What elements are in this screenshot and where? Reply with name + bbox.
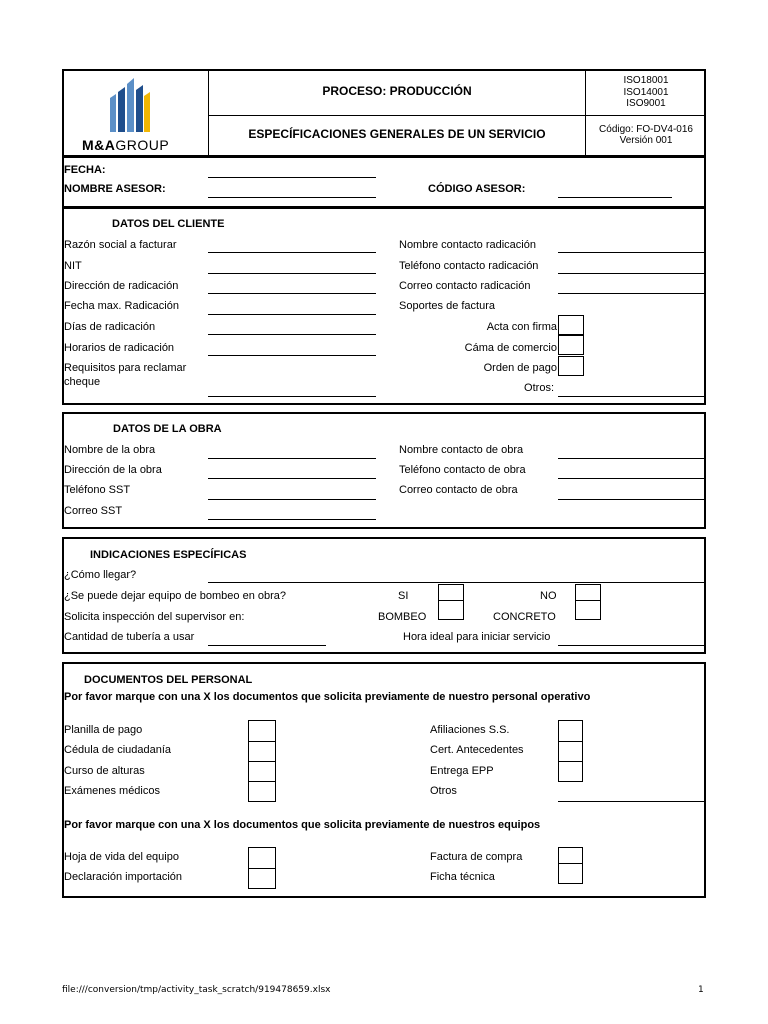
soporte-camara-checkbox[interactable]: [558, 335, 584, 355]
requisitos-field[interactable]: [208, 396, 376, 397]
cliente-left-label-1: NIT: [64, 260, 82, 272]
company-logo-icon: [106, 76, 152, 134]
obra-left-label-1: Dirección de la obra: [64, 464, 162, 476]
personal-right-label-1: Cert. Antecedentes: [430, 744, 524, 756]
no-label: NO: [540, 590, 557, 602]
cliente-right-field-0[interactable]: [558, 252, 704, 253]
personal-left-label-3: Exámenes médicos: [64, 785, 160, 797]
indicaciones-title: INDICACIONES ESPECÍFICAS: [90, 549, 247, 561]
soporte-otros-field[interactable]: [558, 396, 704, 397]
si-label: SI: [398, 590, 409, 602]
fecha-label: FECHA:: [64, 164, 106, 176]
cliente-left-field-0[interactable]: [208, 252, 376, 253]
hora-label: Hora ideal para iniciar servicio: [403, 631, 551, 643]
footer-page-number: 1: [698, 985, 704, 995]
obra-left-label-0: Nombre de la obra: [64, 444, 156, 456]
soporte-acta-checkbox[interactable]: [558, 315, 584, 335]
iso-14001: ISO14001: [623, 87, 669, 98]
personal-left-label-1: Cédula de ciudadanía: [64, 744, 172, 756]
obra-right-field-1[interactable]: [558, 478, 704, 479]
equipos-right-label-1: Ficha técnica: [430, 871, 495, 883]
cliente-right-label-1: Teléfono contacto radicación: [399, 260, 539, 272]
company-name-bold: M&A: [82, 137, 116, 153]
requisitos-label-1: Requisitos para reclamar: [64, 362, 187, 374]
document-code: Código: FO-DV4-016: [599, 124, 693, 135]
instr-equipos: Por favor marque con una X los documentos que solicita previamente de nuestros equipos: [64, 819, 541, 831]
cliente-left-label-5: Horarios de radicación: [64, 342, 175, 354]
documentos-title: DOCUMENTOS DEL PERSONAL: [84, 674, 253, 686]
cliente-left-field-5[interactable]: [208, 355, 376, 356]
obra-right-field-2[interactable]: [558, 499, 704, 500]
header-divider-left: [208, 69, 209, 157]
company-name-light: GROUP: [115, 137, 170, 153]
iso-9001: ISO9001: [626, 98, 666, 109]
footer-path: file:///conversion/tmp/activity_task_scratch/919478659.xlsx: [62, 985, 331, 995]
logo-bar-1: [110, 94, 116, 132]
personal-left-label-0: Planilla de pago: [64, 724, 143, 736]
como-llegar-label: ¿Cómo llegar?: [64, 569, 137, 581]
equipos-right-checkbox-0[interactable]: [558, 847, 583, 864]
requisitos-label-2: cheque: [64, 376, 101, 388]
cliente-right-label-2: Correo contacto radicación: [399, 280, 531, 292]
equipos-left-checkbox-0[interactable]: [248, 847, 276, 869]
cliente-left-label-2: Dirección de radicación: [64, 280, 179, 292]
personal-left-checkbox-2[interactable]: [248, 761, 276, 782]
obra-right-label-1: Teléfono contacto de obra: [399, 464, 526, 476]
personal-right-checkbox-2[interactable]: [558, 761, 583, 782]
obra-right-field-0[interactable]: [558, 458, 704, 459]
cliente-right-field-1[interactable]: [558, 273, 704, 274]
como-llegar-field[interactable]: [208, 582, 704, 583]
soporte-otros-label: Otros:: [524, 382, 554, 394]
codigo-asesor-field[interactable]: [558, 197, 672, 198]
soporte-orden-checkbox[interactable]: [558, 356, 584, 376]
bombeo-checkbox[interactable]: [438, 600, 464, 620]
soporte-orden-label: Orden de pago: [483, 362, 557, 374]
obra-right-label-0: Nombre contacto de obra: [399, 444, 524, 456]
bombeo-label: BOMBEO: [378, 611, 427, 623]
cliente-title: DATOS DEL CLIENTE: [112, 218, 225, 230]
document-title: ESPECÍFICACIONES GENERALES DE UN SERVICIO: [248, 127, 546, 141]
obra-left-field-3[interactable]: [208, 519, 376, 520]
document-version: Versión 001: [619, 135, 673, 146]
obra-title: DATOS DE LA OBRA: [113, 423, 222, 435]
iso-18001: ISO18001: [623, 75, 669, 86]
cliente-left-label-0: Razón social a facturar: [64, 239, 177, 251]
personal-right-label-2: Entrega EPP: [430, 765, 494, 777]
hora-field[interactable]: [558, 645, 704, 646]
asesor-label: NOMBRE ASESOR:: [64, 183, 166, 195]
company-name: [82, 137, 169, 153]
cliente-left-field-3[interactable]: [208, 314, 376, 315]
personal-left-checkbox-0[interactable]: [248, 720, 276, 742]
equipos-left-label-0: Hoja de vida del equipo: [64, 851, 179, 863]
cliente-left-field-1[interactable]: [208, 273, 376, 274]
obra-right-label-2: Correo contacto de obra: [399, 484, 518, 496]
cliente-right-label-0: Nombre contacto radicación: [399, 239, 536, 251]
cliente-left-label-4: Días de radicación: [64, 321, 156, 333]
general-section: [62, 156, 706, 208]
inspeccion-label: Solicita inspección del supervisor en:: [64, 611, 245, 623]
personal-right-checkbox-0[interactable]: [558, 720, 583, 742]
fecha-field[interactable]: [208, 177, 376, 178]
cliente-right-field-2[interactable]: [558, 293, 704, 294]
soporte-acta-label: Acta con firma: [486, 321, 557, 333]
personal-left-checkbox-1[interactable]: [248, 741, 276, 762]
equipos-left-checkbox-1[interactable]: [248, 868, 276, 889]
process-title: PROCESO: PRODUCCIÓN: [322, 84, 472, 98]
obra-left-label-2: Teléfono SST: [64, 484, 131, 496]
logo-bar-4: [136, 85, 143, 132]
logo-bar-2: [118, 87, 125, 132]
equipos-right-label-0: Factura de compra: [430, 851, 523, 863]
personal-right-label-0: Afiliaciones S.S.: [430, 724, 510, 736]
tuberia-label: Cantidad de tubería a usar: [64, 631, 195, 643]
cliente-left-label-3: Fecha max. Radicación: [64, 300, 179, 312]
bombeo-question-label: ¿Se puede dejar equipo de bombeo en obra?: [64, 590, 287, 602]
obra-left-field-2[interactable]: [208, 499, 376, 500]
codigo-asesor-label: CÓDIGO ASESOR:: [428, 183, 526, 195]
cliente-right-label-3: Soportes de factura: [399, 300, 496, 312]
personal-right-checkbox-1[interactable]: [558, 741, 583, 762]
concreto-label: CONCRETO: [493, 611, 556, 623]
asesor-field[interactable]: [208, 197, 376, 198]
instr-personal: Por favor marque con una X los documentos que solicita previamente de nuestro personal operativo: [64, 691, 591, 703]
header-divider-mid: [208, 115, 706, 116]
cliente-left-field-2[interactable]: [208, 293, 376, 294]
personal-left-label-2: Curso de alturas: [64, 765, 145, 777]
personal-right-label-3: Otros: [430, 785, 457, 797]
equipos-right-checkbox-1[interactable]: [558, 863, 583, 884]
obra-left-field-0[interactable]: [208, 458, 376, 459]
logo-bar-5: [144, 92, 150, 132]
soporte-camara-label: Cáma de comercio: [464, 342, 557, 354]
personal-otros-field[interactable]: [558, 801, 704, 802]
tuberia-field[interactable]: [208, 645, 326, 646]
cliente-left-field-4[interactable]: [208, 334, 376, 335]
logo-bar-3: [127, 78, 134, 132]
obra-left-label-3: Correo SST: [64, 505, 123, 517]
concreto-checkbox[interactable]: [575, 600, 601, 620]
obra-left-field-1[interactable]: [208, 478, 376, 479]
personal-left-checkbox-3[interactable]: [248, 781, 276, 802]
equipos-left-label-1: Declaración importación: [64, 871, 182, 883]
